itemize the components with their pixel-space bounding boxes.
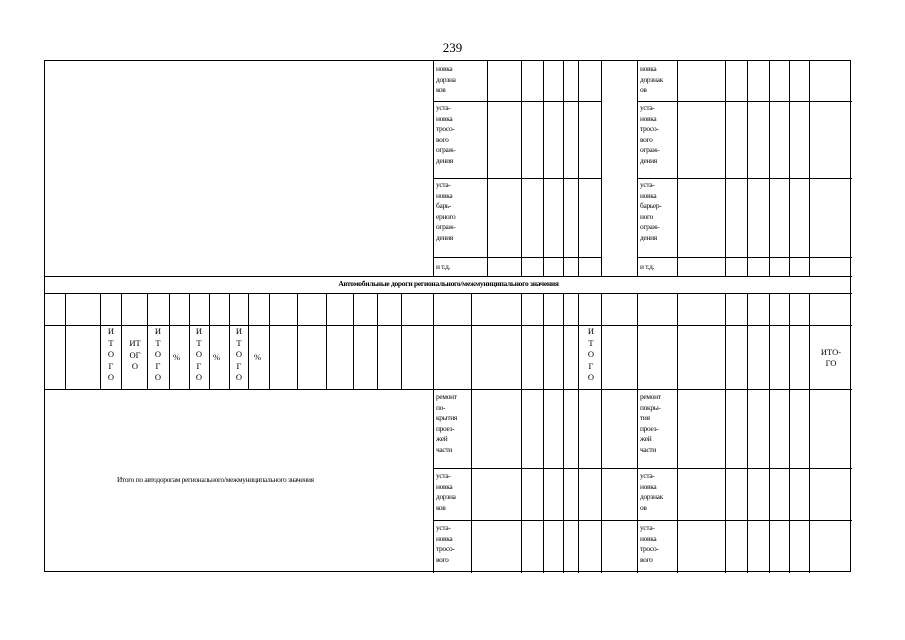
table-column-divider: [769, 389, 770, 573]
table-row-divider: [433, 468, 852, 469]
table-column-divider: [487, 61, 488, 276]
table-column-divider: [433, 389, 434, 573]
table-column-divider: [809, 293, 810, 389]
itogo-label: И Т О Г О: [107, 326, 115, 383]
percent-label: %: [173, 352, 181, 362]
table-column-divider: [147, 293, 148, 389]
percent-label: %: [254, 352, 262, 362]
table-row-divider: [433, 178, 601, 179]
table-column-divider: [789, 389, 790, 573]
itogo-label: И Т О Г О: [154, 326, 162, 383]
lower-left-label: ремонт по- крытия проез- жей части: [436, 392, 458, 454]
itogo-label: И Т О Г О: [235, 326, 243, 383]
table-column-divider: [353, 293, 354, 389]
table-column-divider: [677, 293, 678, 389]
lower-right-label: уста- новка тросо- вого: [640, 523, 659, 564]
upper-left-label: новка дорзна ков: [436, 64, 456, 94]
table-column-divider: [578, 293, 579, 389]
table-column-divider: [601, 293, 602, 389]
table-column-divider: [209, 293, 210, 389]
table-column-divider: [563, 293, 564, 389]
table-column-divider: [297, 293, 298, 389]
lower-left-label: уста- новка тросо- вого: [436, 523, 455, 564]
table-column-divider: [637, 389, 638, 573]
table-row-divider: [45, 325, 852, 326]
upper-right-label: уста- новка тросо- вого ограж- дения: [640, 103, 660, 165]
page-number: 239: [442, 40, 463, 55]
table-column-divider: [809, 389, 810, 573]
table-column-divider: [789, 61, 790, 276]
table-column-divider: [65, 293, 66, 389]
table-column-divider: [601, 61, 602, 276]
table-column-divider: [100, 293, 101, 389]
table-column-divider: [601, 389, 602, 573]
table-column-divider: [725, 389, 726, 573]
table-column-divider: [637, 293, 638, 389]
itogo-label: И Т О Г О: [195, 326, 203, 383]
table-column-divider: [725, 61, 726, 276]
table-row-divider: [637, 257, 852, 258]
table-column-divider: [521, 61, 522, 276]
table-row-divider: [637, 178, 852, 179]
table-row-divider: [637, 101, 852, 102]
table-column-divider: [521, 293, 522, 389]
table-column-divider: [121, 293, 122, 389]
lower-right-label: ремонт покры- тия проез- жей части: [640, 392, 661, 454]
section-title: Автомобильные дороги регионального/межмуниципального значения: [338, 279, 559, 288]
report-table: [44, 60, 851, 572]
table-column-divider: [563, 389, 564, 573]
table-column-divider: [433, 293, 434, 389]
table-column-divider: [769, 61, 770, 276]
itogo-label: И Т О Г О: [587, 326, 595, 383]
table-column-divider: [747, 293, 748, 389]
table-column-divider: [543, 61, 544, 276]
table-column-divider: [377, 293, 378, 389]
table-row-divider: [433, 520, 852, 521]
table-column-divider: [747, 389, 748, 573]
table-column-divider: [747, 61, 748, 276]
table-column-divider: [578, 389, 579, 573]
table-column-divider: [326, 293, 327, 389]
table-column-divider: [269, 293, 270, 389]
percent-label: %: [213, 352, 221, 362]
upper-left-label: и т.д.: [436, 262, 451, 271]
table-column-divider: [637, 61, 638, 276]
upper-right-label: уста- новка барьер- ного ограж- дения: [640, 180, 662, 242]
table-row-divider: [45, 293, 852, 294]
table-row-divider: [45, 389, 852, 390]
table-row-divider: [433, 101, 601, 102]
table-column-divider: [809, 61, 810, 276]
table-column-divider: [521, 389, 522, 573]
summary-label: Итого по автодорогам регионального/межмуниципального значения: [117, 475, 314, 484]
upper-right-label: и т.д.: [640, 262, 655, 271]
table-column-divider: [543, 389, 544, 573]
table-column-divider: [789, 293, 790, 389]
table-column-divider: [769, 293, 770, 389]
itogo-label: ИТ ОГ О: [129, 338, 141, 372]
table-column-divider: [677, 389, 678, 573]
table-column-divider: [471, 293, 472, 389]
table-column-divider: [401, 293, 402, 389]
lower-right-label: уста- новка дорзнак ов: [640, 471, 663, 512]
table-row-divider: [45, 276, 852, 277]
upper-left-label: уста- новка барь- ерного ограж- дения: [436, 180, 456, 242]
table-column-divider: [248, 293, 249, 389]
table-column-divider: [725, 293, 726, 389]
lower-left-label: уста- новка дорзна ков: [436, 471, 456, 512]
upper-left-label: уста- новка тросо- вого ограж- дения: [436, 103, 456, 165]
table-column-divider: [543, 293, 544, 389]
table-column-divider: [471, 389, 472, 573]
table-column-divider: [169, 293, 170, 389]
itogo-total-label: ИТО- ГО: [820, 347, 842, 368]
table-column-divider: [563, 61, 564, 276]
table-column-divider: [677, 61, 678, 276]
table-column-divider: [578, 61, 579, 276]
table-column-divider: [433, 61, 434, 276]
table-column-divider: [229, 293, 230, 389]
table-column-divider: [189, 293, 190, 389]
upper-right-label: новка дорзнак ов: [640, 64, 663, 94]
table-row-divider: [433, 257, 601, 258]
